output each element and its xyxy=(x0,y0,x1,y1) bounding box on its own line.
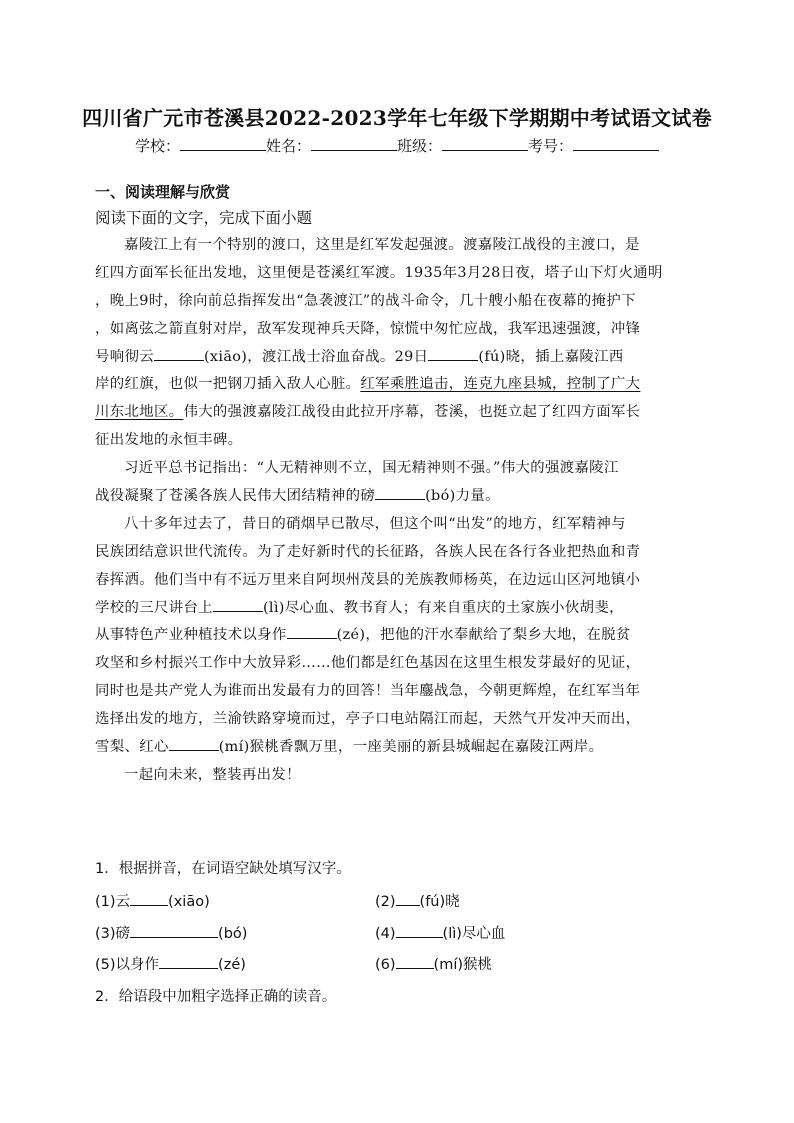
answer-blank[interactable] xyxy=(396,923,443,938)
passage-line: 红四方面军长征出发地，这里便是苍溪红军渡。1935年3月28日夜，塔子山下灯火通明 xyxy=(95,264,663,281)
passage-text: (lì)尽心血、教书育人；有来自重庆的土家族小伙胡斐， xyxy=(262,599,624,616)
answer-prefix: (6) xyxy=(375,957,396,973)
answer-blank[interactable] xyxy=(396,954,434,969)
passage-line: 八十多年过去了，昔日的硝烟早已散尽，但这个叫“出发”的地方，红军精神与 xyxy=(124,515,626,532)
answer-pinyin: (mí)猴桃 xyxy=(433,957,493,973)
passage-line xyxy=(95,595,695,623)
school-blank[interactable] xyxy=(180,136,266,151)
answer-pinyin: (xiāo) xyxy=(168,894,210,910)
answer-item-2 xyxy=(375,890,460,911)
passage-text: 雪梨、红心 xyxy=(95,739,169,756)
passage-line: 习近平总书记指出：“人无精神则不立，国无精神则不强。”伟大的强渡嘉陵江 xyxy=(124,460,619,477)
passage-text: (bó)力量。 xyxy=(425,488,500,505)
passage-text: 号响彻云 xyxy=(95,348,154,365)
underlined-sentence: 川东北地区。 xyxy=(95,404,184,421)
passage-text: (mí)猴桃香飘万里，一座美丽的新县城崛起在嘉陵江两岸。 xyxy=(218,739,604,756)
passage-line: 选择出发的地方，兰渝铁路穿境而过，亭子口电站隔江而起，天然气开发冲天而出， xyxy=(95,711,641,728)
answer-prefix: (1)云 xyxy=(95,894,131,910)
passage-text: 从事特色产业种植技术以身作 xyxy=(95,627,287,644)
answer-prefix: (3)磅 xyxy=(95,926,131,942)
answer-pinyin: (zé) xyxy=(218,957,246,973)
answer-item-1 xyxy=(95,890,210,911)
passage-line: 嘉陵江上有一个特别的渡口，这里是红军发起强渡。渡嘉陵江战役的主渡口，是 xyxy=(124,237,640,253)
class-blank[interactable] xyxy=(442,136,528,151)
answer-blank[interactable] xyxy=(396,891,420,906)
passage-text: (fú)晓，插上嘉陵江西 xyxy=(478,348,624,365)
answer-blank[interactable] xyxy=(130,891,168,906)
passage-line: 民族团结意识世代流传。为了走好新时代的长征路，各族人民在各行各业把热血和青 xyxy=(95,543,641,560)
passage-line xyxy=(95,622,695,650)
answer-blank[interactable] xyxy=(130,923,218,938)
name-label: 姓名： xyxy=(265,137,311,155)
passage-line: 同时也是共产党人为谁而出发最有力的回答！当年鏖战急，今朝更辉煌，在红军当年 xyxy=(95,683,641,700)
fill-blank[interactable] xyxy=(169,736,219,751)
passage-line xyxy=(95,344,695,372)
answer-item-3 xyxy=(95,922,247,943)
answer-prefix: (4) xyxy=(375,926,396,942)
student-info-line xyxy=(0,135,794,156)
answer-pinyin: (fú)晓 xyxy=(419,894,460,910)
reading-passage xyxy=(95,232,695,790)
section-heading: 一、阅读理解与欣赏 xyxy=(95,183,231,201)
passage-line: ，晚上9时，徐向前总指挥发出“急袭渡江”的战斗命令，几十艘小船在夜幕的掩护下 xyxy=(95,292,636,309)
passage-text: 学校的三尺讲台上 xyxy=(95,599,213,616)
passage-text: 岸的红旗，也似一把钢刀插入敌人心脏。 xyxy=(95,376,361,393)
exam-number-label: 考号： xyxy=(528,137,574,155)
class-label: 班级： xyxy=(397,137,443,155)
answer-pinyin: (bó) xyxy=(218,926,248,942)
section-intro: 阅读下面的文字，完成下面小题 xyxy=(95,209,313,227)
passage-line: 攻坚和乡村振兴工作中大放异彩……他们都是红色基因在这里生根发芽最好的见证， xyxy=(95,655,641,672)
answer-prefix: (5)以身作 xyxy=(95,957,160,973)
answer-prefix: (2) xyxy=(375,894,396,910)
fill-blank[interactable] xyxy=(213,597,263,612)
passage-text: 战役凝聚了苍溪各族人民伟大团结精神的磅 xyxy=(95,488,376,505)
passage-line: 春挥洒。他们当中有不远万里来自阿坝州茂县的羌族教师杨英，在边远山区河地镇小 xyxy=(95,571,641,588)
fill-blank[interactable] xyxy=(154,346,204,361)
underlined-sentence: 红军乘胜追击，连克九座县城，控制了广大 xyxy=(360,376,641,393)
passage-line: 征出发地的永恒丰碑。 xyxy=(95,432,243,449)
fill-blank[interactable] xyxy=(375,485,425,500)
page-title: 四川省广元市苍溪县2022-2023学年七年级下学期期中考试语文试卷 xyxy=(82,106,712,130)
passage-line xyxy=(95,371,695,399)
passage-line: ，如离弦之箭直射对岸，敌军发现神兵天降，惊慌中匆忙应战，我军迅速强渡，冲锋 xyxy=(95,320,641,337)
school-label: 学校： xyxy=(134,137,180,155)
answer-item-5 xyxy=(95,953,246,974)
exam-number-blank[interactable] xyxy=(573,136,659,151)
answer-pinyin: (lì)尽心血 xyxy=(442,926,506,942)
question-1: 1．根据拼音，在词语空缺处填写汉字。 xyxy=(95,861,351,877)
fill-blank[interactable] xyxy=(428,346,478,361)
answer-item-4 xyxy=(375,922,505,943)
question-2: 2．给语段中加粗字选择正确的读音。 xyxy=(95,989,337,1005)
passage-text: (xiāo)，渡江战士浴血奋战。29日 xyxy=(203,348,429,365)
passage-line xyxy=(95,483,695,511)
passage-line: 一起向未来，整装再出发！ xyxy=(124,766,301,783)
answer-blank[interactable] xyxy=(159,954,218,969)
passage-text: (zé)，把他的汗水奉献给了梨乡大地，在脱贫 xyxy=(336,627,631,644)
passage-line xyxy=(95,734,695,762)
passage-line xyxy=(95,399,695,427)
answer-item-6 xyxy=(375,953,492,974)
name-blank[interactable] xyxy=(311,136,397,151)
fill-blank[interactable] xyxy=(287,624,337,639)
passage-text: 伟大的强渡嘉陵江战役由此拉开序幕，苍溪，也挺立起了红四方面军长 xyxy=(183,404,641,421)
